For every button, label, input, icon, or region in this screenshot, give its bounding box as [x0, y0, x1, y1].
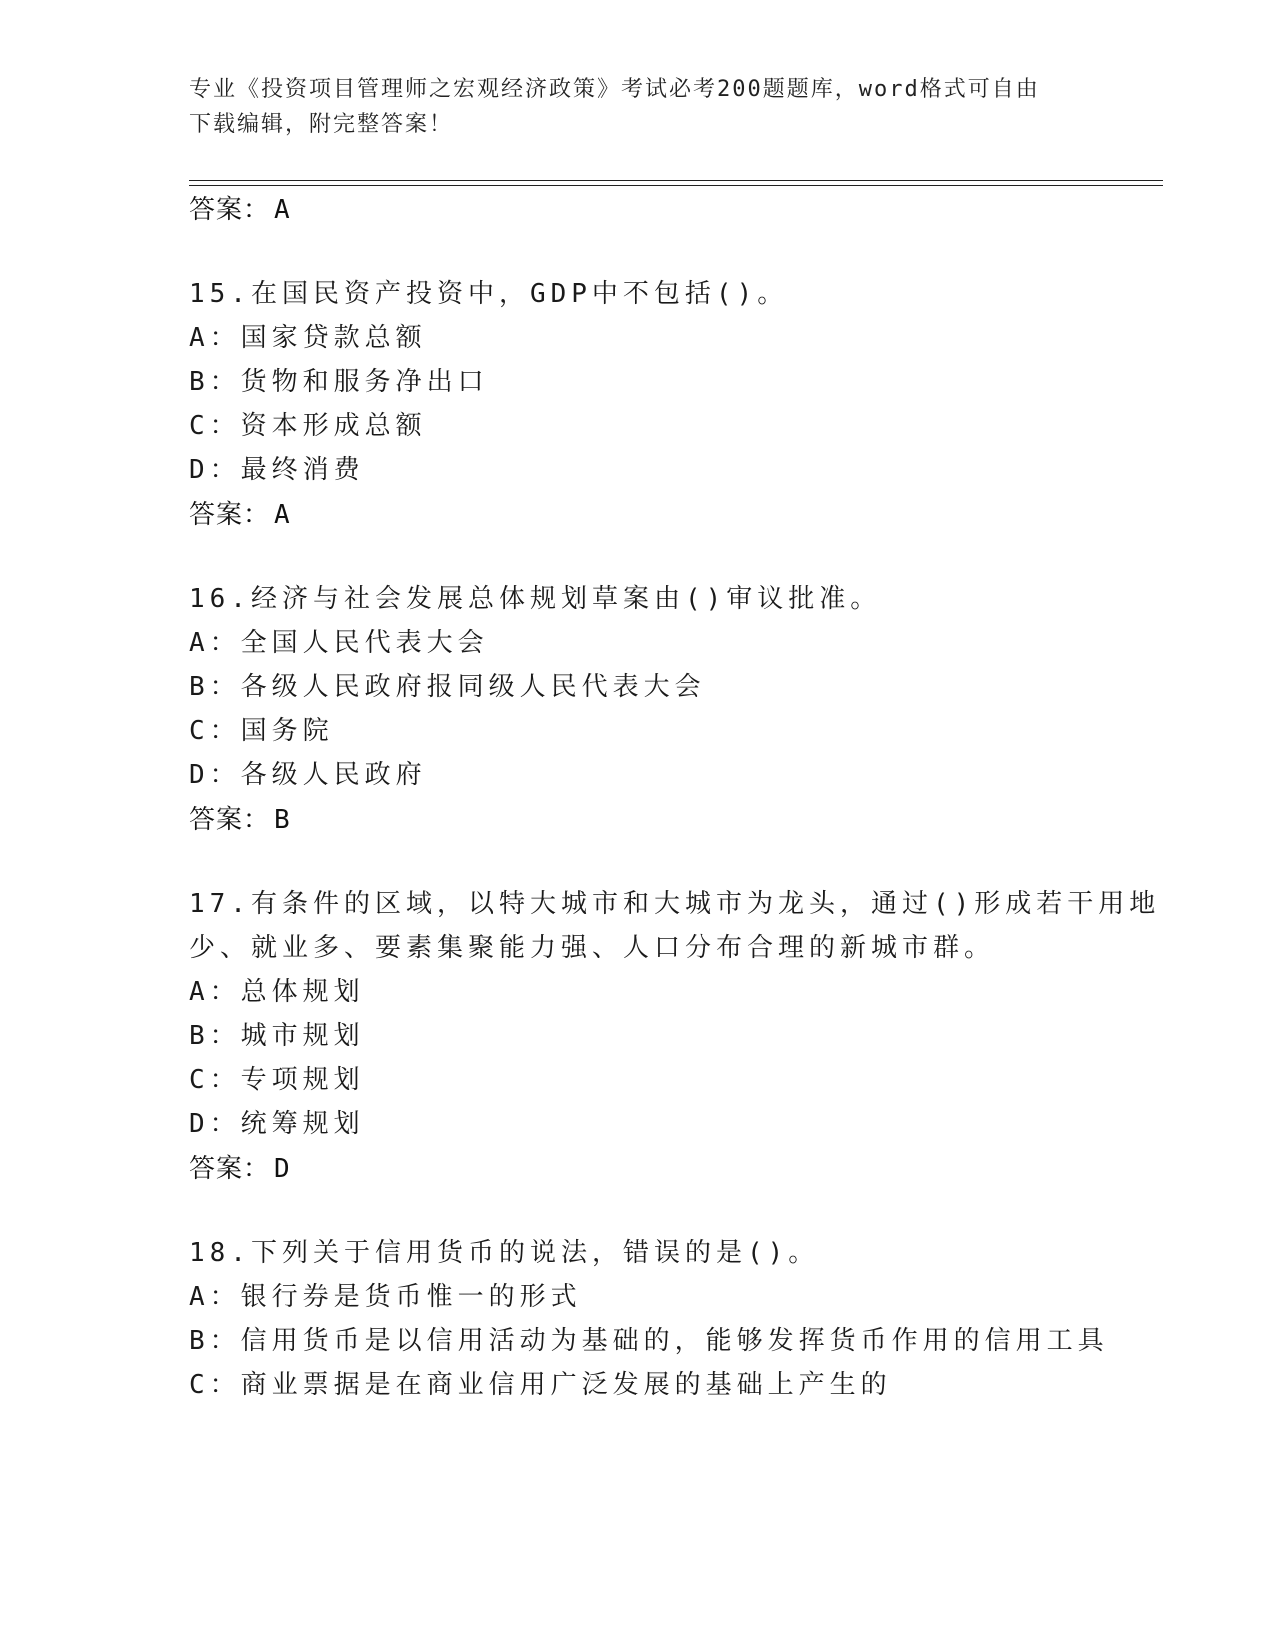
question-17-stem-line-1: 17.有条件的区域，以特大城市和大城市为龙头，通过()形成若干用地: [189, 889, 1161, 919]
question-16-answer: [189, 803, 291, 837]
question-15-answer: [189, 498, 291, 532]
answer-label: 答案：: [189, 195, 271, 225]
header-divider-bottom: [189, 185, 1163, 186]
question-18-option-a: A：银行券是货币惟一的形式: [189, 1282, 582, 1312]
document-header: [189, 72, 1089, 142]
question-15-stem: 15.在国民资产投资中，GDP中不包括()。: [189, 279, 789, 309]
header-divider-top: [189, 180, 1163, 181]
question-16-option-a: A：全国人民代表大会: [189, 628, 489, 658]
answer-value: A: [274, 195, 291, 225]
question-17-option-a: A：总体规划: [189, 977, 365, 1007]
answer-label: 答案：: [189, 500, 271, 530]
question-18-stem: 18.下列关于信用货币的说法，错误的是()。: [189, 1238, 820, 1268]
question-17-answer: [189, 1152, 291, 1186]
question-16-option-c: C：国务院: [189, 716, 334, 746]
question-15-option-b: B：货物和服务净出口: [189, 367, 489, 397]
question-15-option-a: A：国家贷款总额: [189, 323, 427, 353]
question-17-option-c: C：专项规划: [189, 1065, 365, 1095]
question-17-option-b: B：城市规划: [189, 1021, 365, 1051]
question-17-option-d: D：统筹规划: [189, 1109, 365, 1139]
question-15-option-d: D：最终消费: [189, 455, 365, 485]
question-16-option-b: B：各级人民政府报同级人民代表大会: [189, 672, 706, 702]
previous-answer: [189, 193, 291, 227]
question-18-option-b: B：信用货币是以信用活动为基础的，能够发挥货币作用的信用工具: [189, 1326, 1109, 1356]
answer-label: 答案：: [189, 805, 271, 835]
question-15-option-c: C：资本形成总额: [189, 411, 427, 441]
answer-label: 答案：: [189, 1154, 271, 1184]
answer-value: B: [274, 805, 291, 835]
header-line-2: 下载编辑，附完整答案！: [189, 112, 454, 137]
question-16-option-d: D：各级人民政府: [189, 760, 427, 790]
question-17-stem-line-2: 少、就业多、要素集聚能力强、人口分布合理的新城市群。: [189, 933, 996, 963]
answer-value: A: [274, 500, 291, 530]
header-line-1: 专业《投资项目管理师之宏观经济政策》考试必考200题题库，word格式可自由: [189, 77, 1040, 102]
question-18-option-c: C：商业票据是在商业信用广泛发展的基础上产生的: [189, 1370, 892, 1400]
answer-value: D: [274, 1154, 291, 1184]
question-16-stem: 16.经济与社会发展总体规划草案由()审议批准。: [189, 584, 882, 614]
